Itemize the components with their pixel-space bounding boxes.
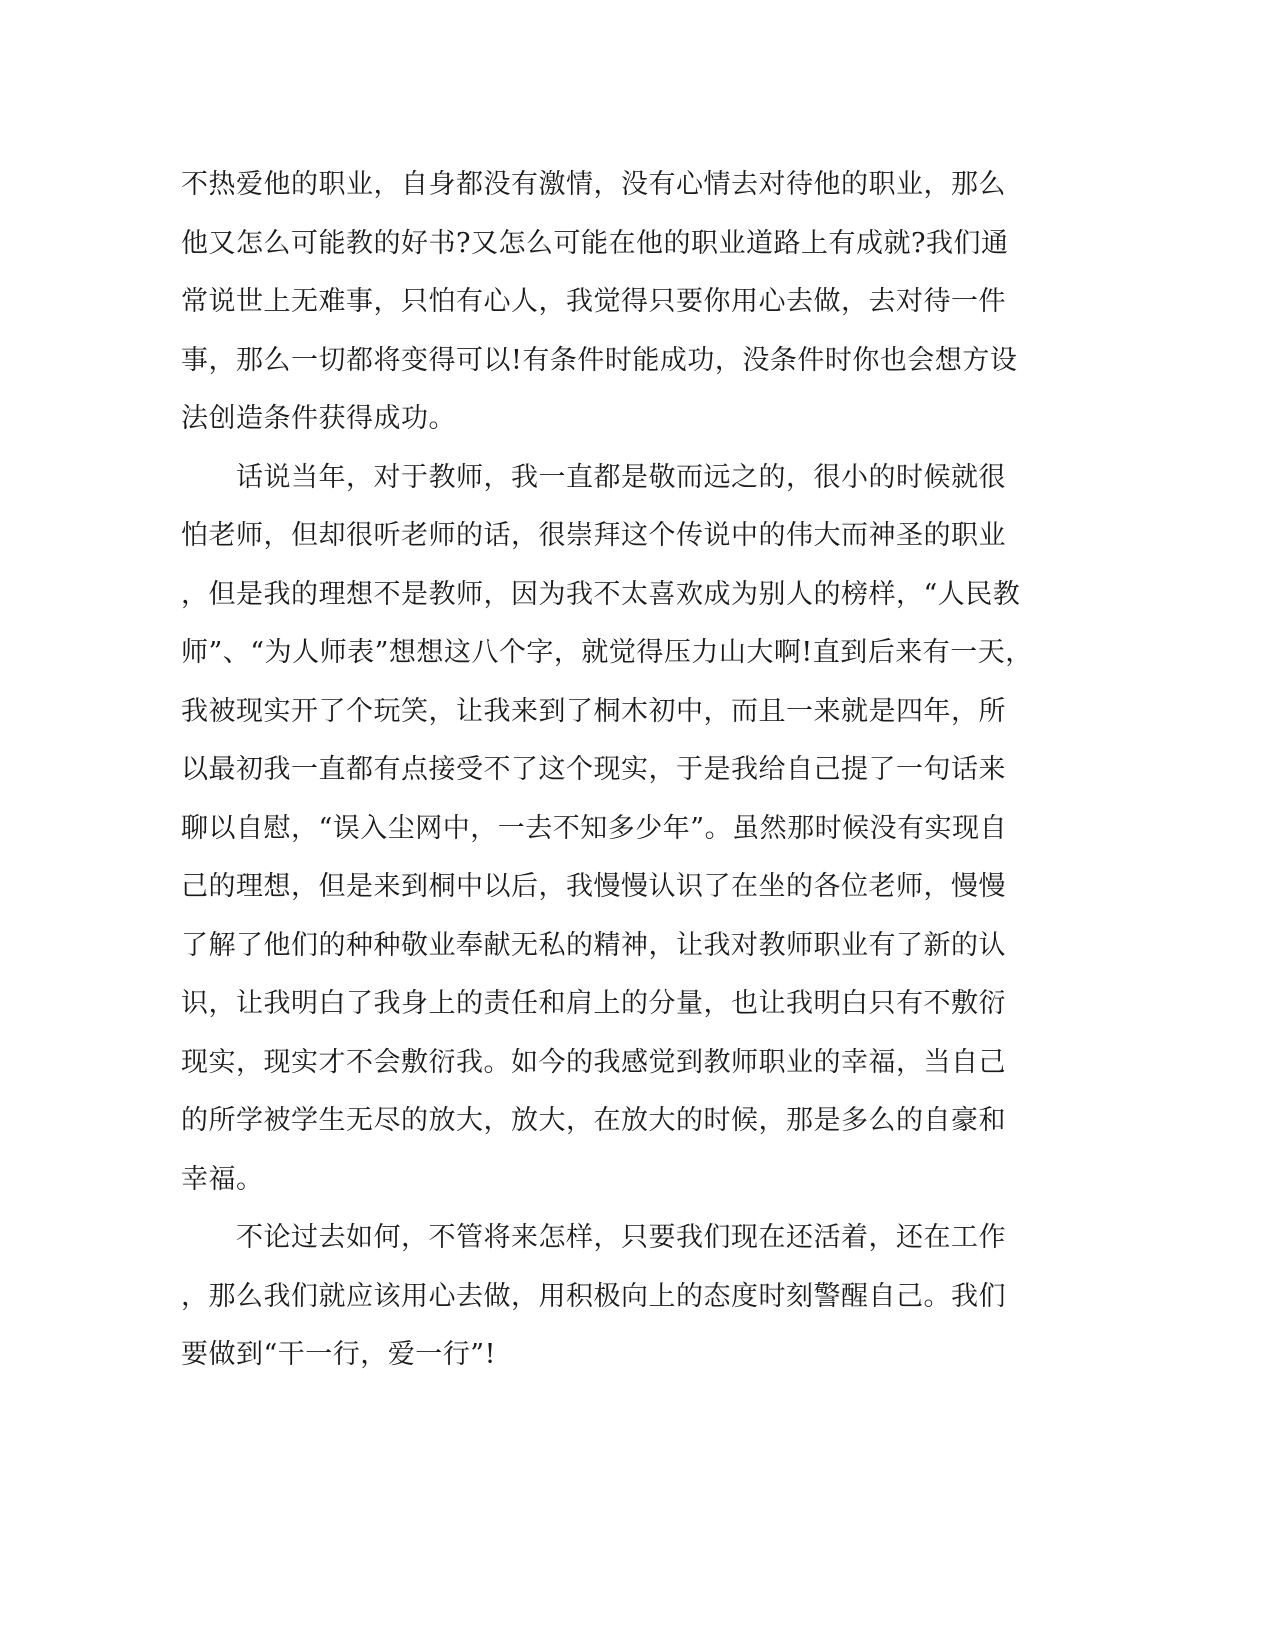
text-line: 现实，现实才不会敷衍我。如今的我感觉到教师职业的幸福，当自己 xyxy=(181,1046,1006,1078)
text-line: ，那么我们就应该用心去做，用积极向上的态度时刻警醒自己。我们 xyxy=(181,1280,1006,1312)
text-line: 不论过去如何，不管将来怎样，只要我们现在还活着，还在工作 xyxy=(181,1222,1006,1253)
text-line: 以最初我一直都有点接受不了这个现实，于是我给自己提了一句话来 xyxy=(181,754,1006,785)
text-line: 怕老师，但却很听老师的话，很崇拜这个传说中的伟大而神圣的职业 xyxy=(181,520,1006,551)
text-line: ，但是我的理想不是教师，因为我不太喜欢成为别人的榜样，“人民教 xyxy=(181,578,1021,610)
text-line: 幸福。 xyxy=(181,1163,264,1195)
text-line: 识，让我明白了我身上的责任和肩上的分量，也让我明白只有不敷衍 xyxy=(181,988,1006,1019)
text-line: 他又怎么可能教的好书?又怎么可能在他的职业道路上有成就?我们通 xyxy=(181,227,1009,259)
text-line: 我被现实开了个玩笑，让我来到了桐木初中，而且一来就是四年，所 xyxy=(181,695,1006,727)
text-line: 聊以自慰，“误入尘网中，一去不知多少年”。虽然那时候没有实现自 xyxy=(181,812,1008,844)
text-line: 要做到“干一行，爱一行”! xyxy=(181,1339,496,1370)
text-line: 的所学被学生无尽的放大，放大，在放大的时候，那是多么的自豪和 xyxy=(181,1105,1006,1136)
text-line: 事，那么一切都将变得可以!有条件时能成功，没条件时你也会想方设 xyxy=(181,344,1018,376)
text-line: 法创造条件获得成功。 xyxy=(181,403,456,434)
document-body xyxy=(181,156,1031,1385)
text-line: 常说世上无难事，只怕有心人，我觉得只要你用心去做，去对待一件 xyxy=(181,286,1006,317)
text-line: 己的理想，但是来到桐中以后，我慢慢认识了在坐的各位老师，慢慢 xyxy=(181,871,1006,902)
text-line: 不热爱他的职业，自身都没有激情，没有心情去对待他的职业，那么 xyxy=(181,169,1006,200)
text-line: 了解了他们的种种敬业奉献无私的精神，让我对教师职业有了新的认 xyxy=(181,929,1006,961)
text-line: 师”、“为人师表”想想这八个字，就觉得压力山大啊!直到后来有一天， xyxy=(181,637,1033,668)
text-line: 话说当年，对于教师，我一直都是敬而远之的，很小的时候就很 xyxy=(181,461,1006,493)
